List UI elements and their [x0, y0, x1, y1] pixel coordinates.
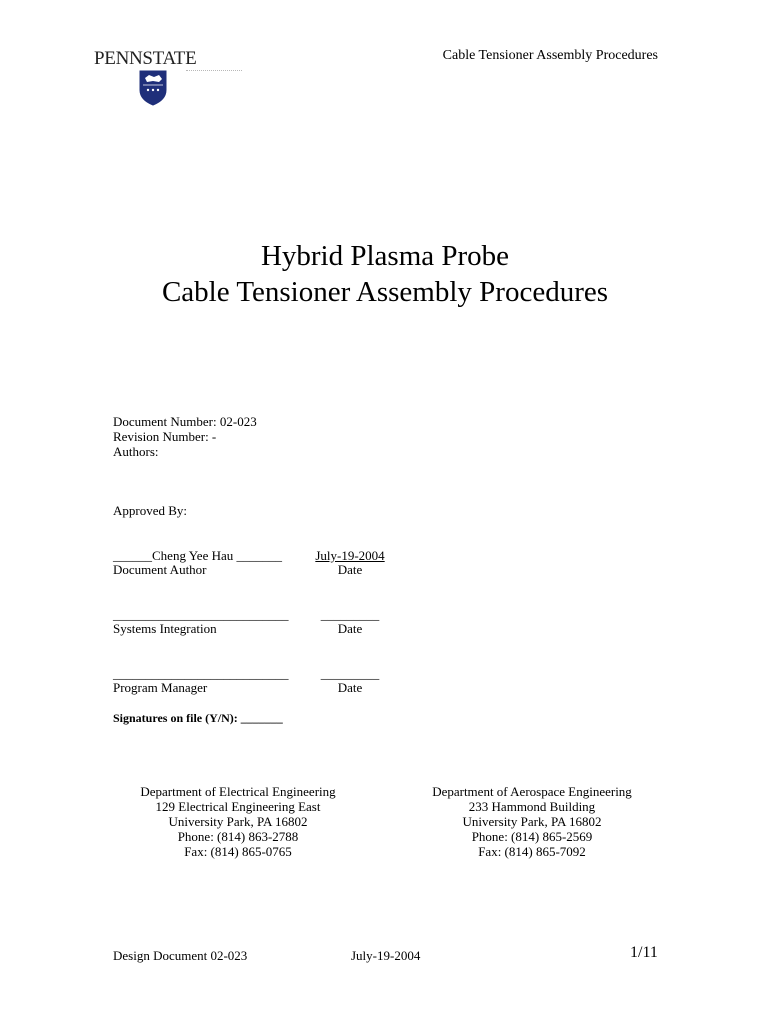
address-line: University Park, PA 16802	[462, 814, 602, 829]
footer-date: July-19-2004	[351, 948, 421, 963]
shield-icon	[139, 70, 167, 106]
systems-signature-line: ___________________________	[113, 607, 289, 622]
footer-document-id: Design Document 02-023	[113, 948, 248, 963]
address-line: University Park, PA 16802	[168, 814, 308, 829]
address-line: 233 Hammond Building	[468, 799, 596, 814]
program-date-line: _________	[320, 666, 380, 681]
author-date-label: Date	[337, 562, 363, 577]
document-title-line-2: Cable Tensioner Assembly Procedures	[161, 276, 609, 308]
address-line: 129 Electrical Engineering East	[155, 799, 321, 814]
program-date-label: Date	[337, 680, 363, 695]
address-line: Department of Electrical Engineering	[140, 784, 336, 799]
page-number: 1/11	[630, 944, 658, 961]
logo-wordmark: PENNSTATE	[94, 48, 197, 69]
address-line: Phone: (814) 865-2569	[471, 829, 593, 844]
address-line: Fax: (814) 865-0765	[184, 844, 292, 859]
program-signature-line: ___________________________	[113, 666, 289, 681]
logo-rule	[186, 70, 242, 71]
address-electrical-engineering	[118, 784, 358, 859]
address-line: Fax: (814) 865-7092	[478, 844, 586, 859]
approved-by-label: Approved By:	[113, 503, 188, 518]
document-title-line-1: Hybrid Plasma Probe	[260, 240, 510, 272]
address-aerospace-engineering	[412, 784, 652, 859]
address-line: Department of Aerospace Engineering	[432, 784, 632, 799]
author-signature-line: ______Cheng Yee Hau _______	[113, 548, 282, 563]
systems-role-label: Systems Integration	[113, 621, 217, 636]
authors-label: Authors:	[113, 444, 159, 459]
document-number: Document Number: 02-023	[113, 414, 257, 429]
program-role-label: Program Manager	[113, 680, 208, 695]
signatures-on-file: Signatures on file (Y/N): _______	[113, 711, 283, 725]
author-signature-date: July-19-2004	[315, 548, 385, 563]
systems-date-line: _________	[320, 607, 380, 622]
revision-number: Revision Number: -	[113, 429, 217, 444]
author-role-label: Document Author	[113, 562, 207, 577]
address-line: Phone: (814) 863-2788	[177, 829, 299, 844]
running-header-title: Cable Tensioner Assembly Procedures	[442, 48, 658, 63]
systems-date-label: Date	[337, 621, 363, 636]
